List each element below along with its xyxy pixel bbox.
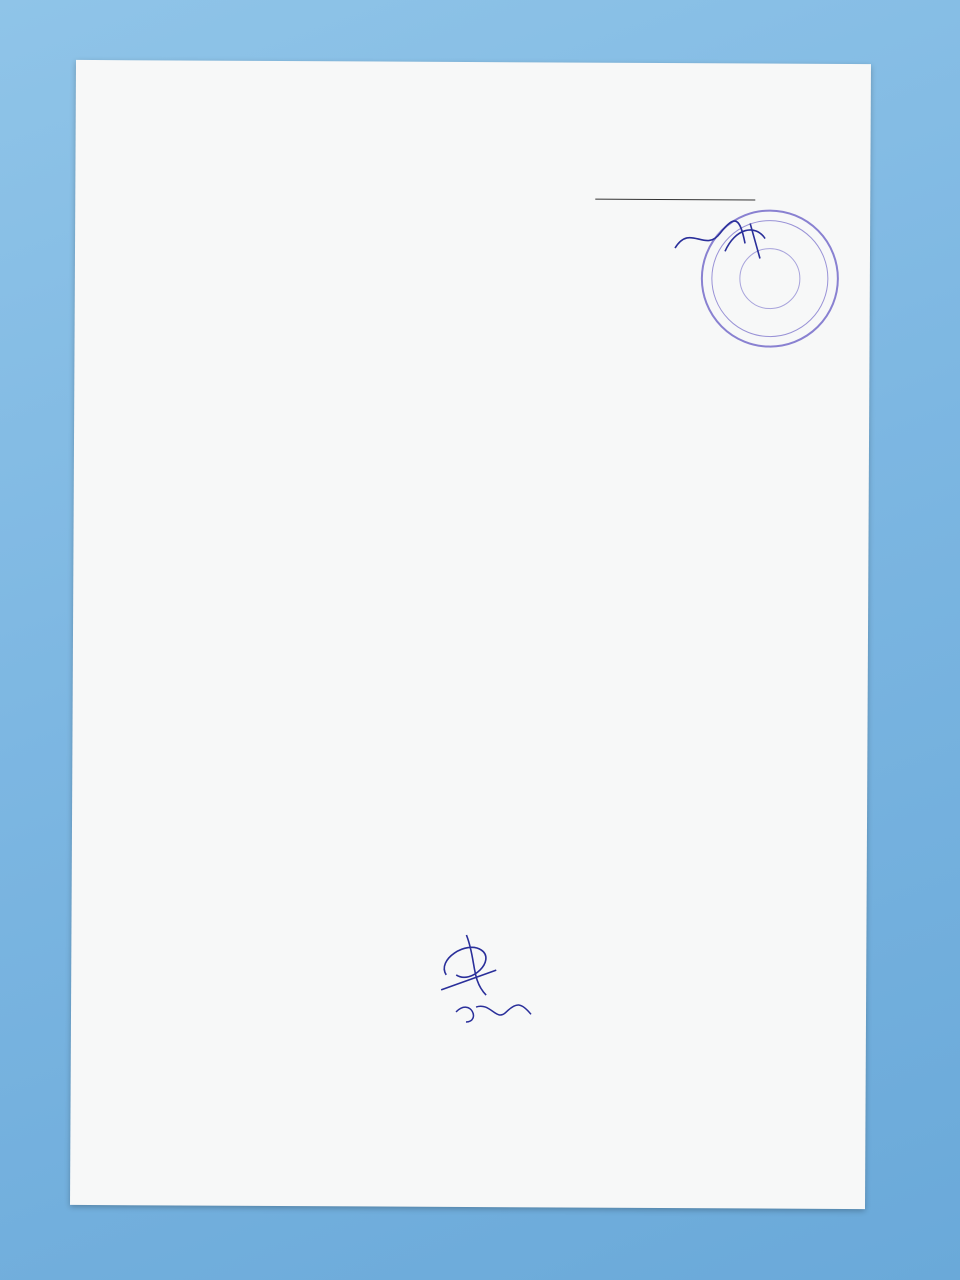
- director-signature: [665, 213, 785, 264]
- nurse-signature: [451, 992, 541, 1032]
- menu-title: [371, 355, 424, 421]
- approval-director-name: [575, 173, 805, 174]
- approval-block: [575, 173, 805, 215]
- deputy-signature: [426, 930, 516, 1000]
- document-sheet: [70, 60, 871, 1209]
- approval-position: [575, 173, 805, 174]
- approval-heading: [575, 173, 805, 174]
- signature-line: [595, 177, 755, 201]
